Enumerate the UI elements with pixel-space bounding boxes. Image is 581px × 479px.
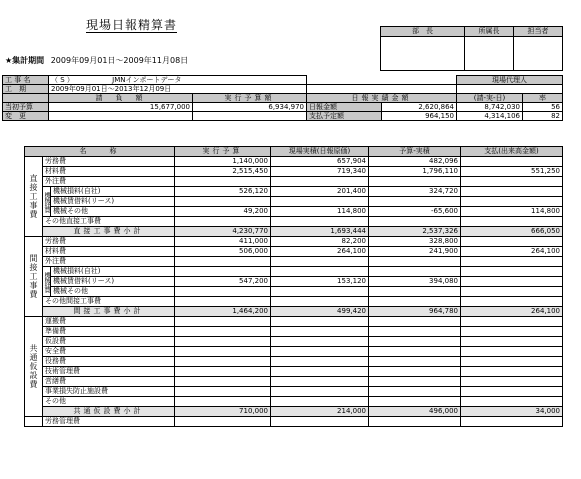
- change-difference: 4,314,106: [457, 112, 523, 121]
- cell-paid: [461, 277, 563, 287]
- row-name: 外注費: [43, 257, 175, 267]
- column-header-budget: 実行予算: [175, 147, 271, 157]
- table-row: [25, 267, 563, 277]
- cell-budget: [175, 377, 271, 387]
- row-name: その他直接工事費: [43, 217, 175, 227]
- daily-amount-value: 2,620,864: [382, 103, 457, 112]
- cell-diff: 1,796,110: [369, 167, 461, 177]
- subtotal-budget: 710,000: [175, 407, 271, 417]
- table-row: [25, 357, 563, 367]
- cell-budget: [175, 177, 271, 187]
- cell-diff: [369, 257, 461, 267]
- subtotal-name: 共通仮設費小計: [43, 407, 175, 417]
- cell-paid: [461, 347, 563, 357]
- cell-paid: [461, 267, 563, 277]
- cell-budget: [175, 387, 271, 397]
- row-name: 機械その他: [51, 207, 175, 217]
- cell-actual: [271, 197, 369, 207]
- table-row: [25, 417, 563, 427]
- scheduled-payment-label: 支払予定額: [307, 112, 382, 121]
- table-row: [25, 347, 563, 357]
- cell-paid: 264,100: [461, 247, 563, 257]
- row-name: 機械賃借料(リース): [51, 197, 175, 207]
- cell-diff: [369, 197, 461, 207]
- cell-budget: [175, 287, 271, 297]
- group-label: 直接工事費: [25, 157, 43, 237]
- scheduled-payment-value: 964,150: [382, 112, 457, 121]
- row-name: 営繕費: [43, 377, 175, 387]
- approval-stamp-table: [380, 26, 563, 71]
- cell-paid: [461, 317, 563, 327]
- change-label: 変 更: [3, 112, 49, 121]
- cell-budget: 49,200: [175, 207, 271, 217]
- cell-paid: [461, 197, 563, 207]
- table-row: [25, 297, 563, 307]
- subtotal-budget: 1,464,200: [175, 307, 271, 317]
- cell-budget: [175, 257, 271, 267]
- cell-actual: [271, 267, 369, 277]
- group-label: 共通仮設費: [25, 317, 43, 417]
- row-name: 材料費: [43, 167, 175, 177]
- subtotal-actual: 1,693,444: [271, 227, 369, 237]
- cell-actual: [271, 357, 369, 367]
- initial-rate: 56: [523, 103, 563, 112]
- row-name: その他間接工事費: [43, 297, 175, 307]
- contract-amount-header: 請 負 額: [49, 94, 193, 103]
- cell-actual: [271, 297, 369, 307]
- site-agent-value: [457, 85, 563, 94]
- initial-budget-amount: 6,934,970: [193, 103, 307, 112]
- cell-budget: [175, 337, 271, 347]
- cell-paid: [461, 327, 563, 337]
- cell-paid: [461, 387, 563, 397]
- cell-diff: [369, 327, 461, 337]
- project-name-value: JMNインポートデータ: [112, 76, 182, 84]
- column-header-difference: 予算-実積: [369, 147, 461, 157]
- cell-diff: -65,600: [369, 207, 461, 217]
- table-row: [25, 257, 563, 267]
- table-row: [25, 317, 563, 327]
- initial-budget-label: 当初予算: [3, 103, 49, 112]
- cell-budget: [175, 327, 271, 337]
- cell-diff: [369, 297, 461, 307]
- construction-period-label: 工 期: [3, 85, 49, 94]
- cell-paid: [461, 287, 563, 297]
- cell-diff: [369, 387, 461, 397]
- cell-paid: [461, 257, 563, 267]
- cell-budget: 506,000: [175, 247, 271, 257]
- cell-budget: [175, 397, 271, 407]
- aggregation-period: [5, 55, 188, 66]
- cell-paid: [461, 237, 563, 247]
- cell-budget: [175, 297, 271, 307]
- cell-budget: 411,000: [175, 237, 271, 247]
- cell-paid: [461, 177, 563, 187]
- table-row: [25, 387, 563, 397]
- initial-difference: 8,742,030: [457, 103, 523, 112]
- project-name: [49, 76, 307, 85]
- cell-actual: [271, 217, 369, 227]
- subtotal-paid: 34,000: [461, 407, 563, 417]
- cell-budget: [175, 357, 271, 367]
- cell-paid: [461, 337, 563, 347]
- project-name-label: 工 事 名: [3, 76, 49, 85]
- change-rate: 82: [523, 112, 563, 121]
- subtotal-actual: 499,420: [271, 307, 369, 317]
- cell-budget: 1,140,000: [175, 157, 271, 167]
- table-row: [25, 187, 563, 197]
- cell-diff: [369, 287, 461, 297]
- office-head-header: 所属長: [465, 27, 514, 37]
- cell-paid: [461, 157, 563, 167]
- table-row: [25, 327, 563, 337]
- cell-diff: [369, 347, 461, 357]
- cell-budget: [175, 317, 271, 327]
- period-label: ★集計期間: [5, 56, 45, 65]
- subtotal-name: 直接工事費小計: [43, 227, 175, 237]
- initial-contract-amount: 15,677,000: [49, 103, 193, 112]
- period-value: 2009年09月01日～2009年11月08日: [50, 56, 189, 65]
- cell-actual: [271, 287, 369, 297]
- project-code: （ S ）: [51, 76, 74, 84]
- cell-actual: 153,120: [271, 277, 369, 287]
- table-row: [25, 367, 563, 377]
- cell-actual: [271, 317, 369, 327]
- cell-diff: 482,096: [369, 157, 461, 167]
- daily-amount-header: 日報実績金額: [307, 94, 457, 103]
- cell-diff: [369, 337, 461, 347]
- cell-diff: [369, 357, 461, 367]
- subtotal-budget: 4,230,770: [175, 227, 271, 237]
- cell-diff: [369, 177, 461, 187]
- person-stamp-box[interactable]: [514, 37, 563, 71]
- cell-diff: [369, 267, 461, 277]
- table-header-row: [25, 147, 563, 157]
- cell-budget: [175, 217, 271, 227]
- table-row: [25, 197, 563, 207]
- row-name: 準備費: [43, 327, 175, 337]
- subtotal-row: [25, 227, 563, 237]
- cell-paid: 114,800: [461, 207, 563, 217]
- cell-actual: [271, 327, 369, 337]
- row-name: 機械賃借料(リース): [51, 277, 175, 287]
- cell-diff: 241,900: [369, 247, 461, 257]
- cell-actual: 264,100: [271, 247, 369, 257]
- row-name: 外注費: [43, 177, 175, 187]
- difference-header: (請-実-日): [457, 94, 523, 103]
- dept-head-header: 部 長: [381, 27, 465, 37]
- cell-actual: [271, 397, 369, 407]
- cell-budget: [175, 197, 271, 207]
- subtotal-actual: 214,000: [271, 407, 369, 417]
- cell-budget: [175, 347, 271, 357]
- subtotal-row: [25, 307, 563, 317]
- subtotal-diff: 2,537,326: [369, 227, 461, 237]
- row-name: 労務管理費: [43, 417, 175, 427]
- budget-amount-header: 実行予算額: [193, 94, 307, 103]
- construction-period-value: 2009年09月01日～2013年12月09日: [49, 85, 307, 94]
- table-row: [25, 247, 563, 257]
- cell-diff: 324,720: [369, 187, 461, 197]
- cell-actual: 114,800: [271, 207, 369, 217]
- cell-paid: [461, 297, 563, 307]
- cell-actual: 657,904: [271, 157, 369, 167]
- cell-budget: 547,200: [175, 277, 271, 287]
- row-name: 機械その他: [51, 287, 175, 297]
- project-info-table: [2, 75, 563, 121]
- row-name: 運搬費: [43, 317, 175, 327]
- cell-diff: [369, 217, 461, 227]
- cell-paid: [461, 357, 563, 367]
- row-name: 事業損失防止施設費: [43, 387, 175, 397]
- page-title: 現場日報精算書: [86, 18, 178, 32]
- table-row: [25, 237, 563, 247]
- rate-header: 率: [523, 94, 563, 103]
- table-row: [25, 157, 563, 167]
- subtotal-row: [25, 407, 563, 417]
- cell-actual: [271, 257, 369, 267]
- column-header-actual: 現場実積(日報原価): [271, 147, 369, 157]
- daily-amount-label: 日報金額: [307, 103, 382, 112]
- cell-actual: [271, 367, 369, 377]
- row-name: 機械損料(自社): [51, 267, 175, 277]
- table-row: [25, 337, 563, 347]
- change-contract-amount: [49, 112, 193, 121]
- change-budget-amount: [193, 112, 307, 121]
- row-name: 労務費: [43, 237, 175, 247]
- row-name: 役務費: [43, 357, 175, 367]
- cell-actual: 719,340: [271, 167, 369, 177]
- table-row: [25, 377, 563, 387]
- table-row: [25, 397, 563, 407]
- cell-diff: [369, 397, 461, 407]
- row-name: 機械損料(自社): [51, 187, 175, 197]
- cell-paid: [461, 187, 563, 197]
- cell-actual: 82,200: [271, 237, 369, 247]
- cell-budget: 2,515,450: [175, 167, 271, 177]
- cost-breakdown-table: [24, 146, 563, 427]
- person-header: 担当者: [514, 27, 563, 37]
- table-row: [25, 217, 563, 227]
- group-label: 間接工事費: [25, 237, 43, 317]
- cell-paid: [461, 367, 563, 377]
- table-row: [25, 277, 563, 287]
- cell-actual: [271, 337, 369, 347]
- column-header-name: 名 称: [25, 147, 175, 157]
- cell-actual: [271, 377, 369, 387]
- subtotal-paid: 666,050: [461, 227, 563, 237]
- cell-paid: [461, 377, 563, 387]
- machine-expense-label: 機械経費: [43, 267, 51, 297]
- row-name: 仮設費: [43, 337, 175, 347]
- table-row: [25, 207, 563, 217]
- site-agent-label: 現場代理人: [457, 76, 563, 85]
- cell-diff: [369, 317, 461, 327]
- cell-diff: [369, 377, 461, 387]
- subtotal-diff: 964,780: [369, 307, 461, 317]
- dept-head-stamp-box[interactable]: [381, 37, 465, 71]
- cell-paid: [461, 217, 563, 227]
- cell-diff: 394,080: [369, 277, 461, 287]
- cell-paid: [461, 397, 563, 407]
- subtotal-paid: 264,100: [461, 307, 563, 317]
- cell-diff: [369, 367, 461, 377]
- row-name: その他: [43, 397, 175, 407]
- cell-budget: [175, 267, 271, 277]
- row-name: 安全費: [43, 347, 175, 357]
- column-header-paid: 支払(出来高金額): [461, 147, 563, 157]
- cell-actual: [271, 177, 369, 187]
- row-name: 技術管理費: [43, 367, 175, 377]
- cell-actual: 201,400: [271, 187, 369, 197]
- cell-paid: 551,250: [461, 167, 563, 177]
- cell-budget: 526,120: [175, 187, 271, 197]
- table-row: [25, 167, 563, 177]
- office-head-stamp-box[interactable]: [465, 37, 514, 71]
- table-row: [25, 177, 563, 187]
- row-name: 労務費: [43, 157, 175, 167]
- cell-actual: [271, 347, 369, 357]
- table-row: [25, 287, 563, 297]
- cell-budget: [175, 367, 271, 377]
- cell-actual: [271, 387, 369, 397]
- row-name: 材料費: [43, 247, 175, 257]
- subtotal-name: 間接工事費小計: [43, 307, 175, 317]
- cell-diff: 328,800: [369, 237, 461, 247]
- subtotal-diff: 496,000: [369, 407, 461, 417]
- machine-expense-label: 機械経費: [43, 187, 51, 217]
